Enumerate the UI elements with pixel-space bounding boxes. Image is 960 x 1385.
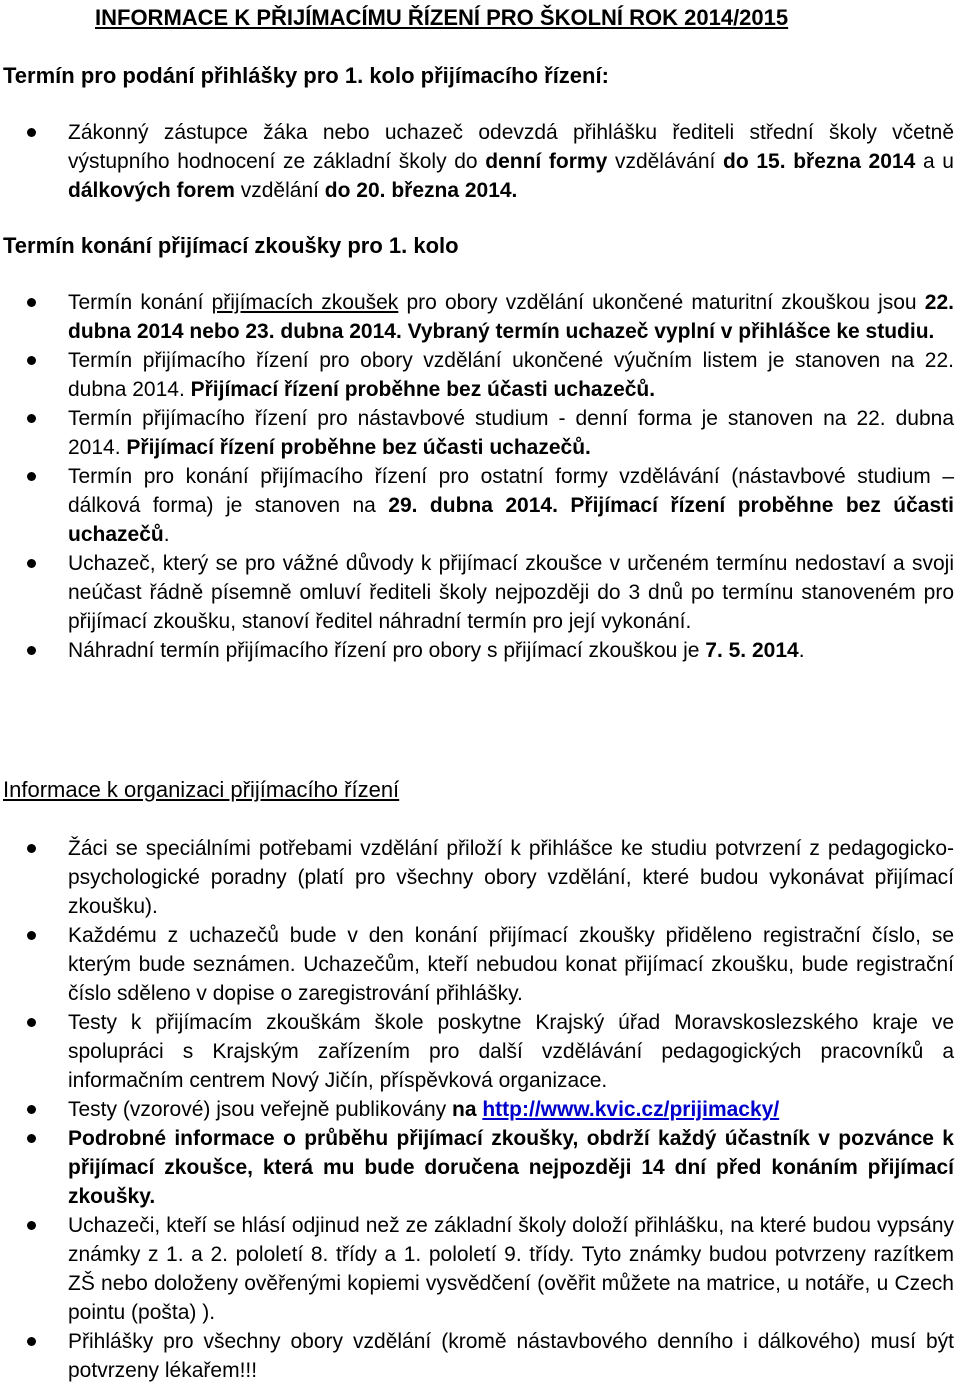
section-heading-exam-dates: Termín konání přijímací zkoušky pro 1. kolo	[3, 233, 459, 258]
kvic-link[interactable]: http://www.kvic.cz/prijimacky/	[482, 1098, 780, 1121]
list-item: Termín pro konání přijímacího řízení pro ostatní formy vzdělávání (nástavbové studium – dálková forma) je stanoven na 29. dubna 2014. Přijímací řízení proběhne bez účasti uchazečů.	[68, 462, 954, 549]
bullet-icon	[27, 844, 36, 853]
bullet-icon	[27, 931, 36, 940]
section-heading-submission-deadline: Termín pro podání přihlášky pro 1. kolo přijímacího řízení:	[3, 63, 609, 88]
list-item: Každému z uchazečů bude v den konání přijímací zkoušky přiděleno registrační číslo, se kterým bude seznámen. Uchazečům, kteří nebudou konat přijímací zkoušku, bude registrační číslo sděleno v dopise o zaregistrování přihlášky.	[68, 921, 954, 1008]
list-item: Termín konání přijímacích zkoušek pro obory vzdělání ukončené maturitní zkouškou jsou 22. dubna 2014 nebo 23. dubna 2014. Vybraný termín uchazeč vyplní v přihlášce ke studiu.	[68, 288, 954, 346]
document-title: INFORMACE K PŘIJÍMACÍMU ŘÍZENÍ PRO ŠKOLNÍ ROK 2014/2015	[95, 5, 789, 30]
submission-deadline-list	[68, 118, 954, 205]
bullet-icon	[27, 559, 36, 568]
bullet-icon	[27, 472, 36, 481]
list-item: Uchazeči, kteří se hlásí odjinud než ze základní školy doloží přihlášku, na které budou vypsány známky z 1. a 2. pololetí 8. třídy a 1. pololetí 9. třídy. Tyto známky budou potvrzeny razítkem ZŠ nebo doloženy ověřenými kopiemi vysvědčení (ověřit můžete na matrice, u notáře, u Czech pointu (pošta) ).	[68, 1211, 954, 1327]
list-item: Testy (vzorové) jsou veřejně publikovány na http://www.kvic.cz/prijimacky/	[68, 1095, 954, 1124]
organization-info-list	[68, 834, 954, 1385]
section-heading-organization-info: Informace k organizaci přijímacího řízení	[3, 777, 400, 802]
bullet-icon	[27, 298, 36, 307]
list-item: Žáci se speciálními potřebami vzdělání přiloží k přihlášce ke studiu potvrzení z pedagogicko-psychologické poradny (platí pro všechny obory vzdělání, které budou vykonávat přijímací zkoušku).	[68, 834, 954, 921]
list-item: Termín přijímacího řízení pro nástavbové studium - denní forma je stanoven na 22. dubna 2014. Přijímací řízení proběhne bez účasti uchazečů.	[68, 404, 954, 462]
bullet-icon	[27, 414, 36, 423]
list-item: Testy k přijímacím zkouškám škole poskytne Krajský úřad Moravskoslezského kraje ve spolupráci s Krajským zařízením pro další vzdělávání pedagogických pracovníků a informačním centrem Nový Jičín, příspěvková organizace.	[68, 1008, 954, 1095]
bullet-icon	[27, 1337, 36, 1346]
bullet-icon	[27, 1221, 36, 1230]
list-item: Podrobné informace o průběhu přijímací zkoušky, obdrží každý účastník v pozvánce k přijímací zkoušce, která mu bude doručena nejpozději 14 dní před konáním přijímací zkoušky.	[68, 1124, 954, 1211]
bullet-icon	[27, 128, 36, 137]
bullet-icon	[27, 646, 36, 655]
list-item: Přihlášky pro všechny obory vzdělání (kromě nástavbového denního i dálkového) musí být potvrzeny lékařem!!!	[68, 1327, 954, 1385]
list-item: Náhradní termín přijímacího řízení pro obory s přijímací zkouškou je 7. 5. 2014.	[68, 636, 954, 665]
list-item: Zákonný zástupce žáka nebo uchazeč odevzdá přihlášku řediteli střední školy včetně výstupního hodnocení ze základní školy do denní formy vzdělávání do 15. března 2014 a u dálkových forem vzdělání do 20. března 2014.	[68, 118, 954, 205]
bullet-icon	[27, 1018, 36, 1027]
bullet-icon	[27, 356, 36, 365]
bullet-icon	[27, 1105, 36, 1114]
bullet-icon	[27, 1134, 36, 1143]
list-item: Termín přijímacího řízení pro obory vzdělání ukončené výučním listem je stanoven na 22. dubna 2014. Přijímací řízení proběhne bez účasti uchazečů.	[68, 346, 954, 404]
list-item: Uchazeč, který se pro vážné důvody k přijímací zkoušce v určeném termínu nedostaví a svoji neúčast řádně písemně omluví řediteli školy nejpozději do 3 dnů po termínu stanoveném pro přijímací zkoušku, stanoví ředitel náhradní termín pro její vykonání.	[68, 549, 954, 636]
exam-dates-list	[68, 288, 954, 665]
